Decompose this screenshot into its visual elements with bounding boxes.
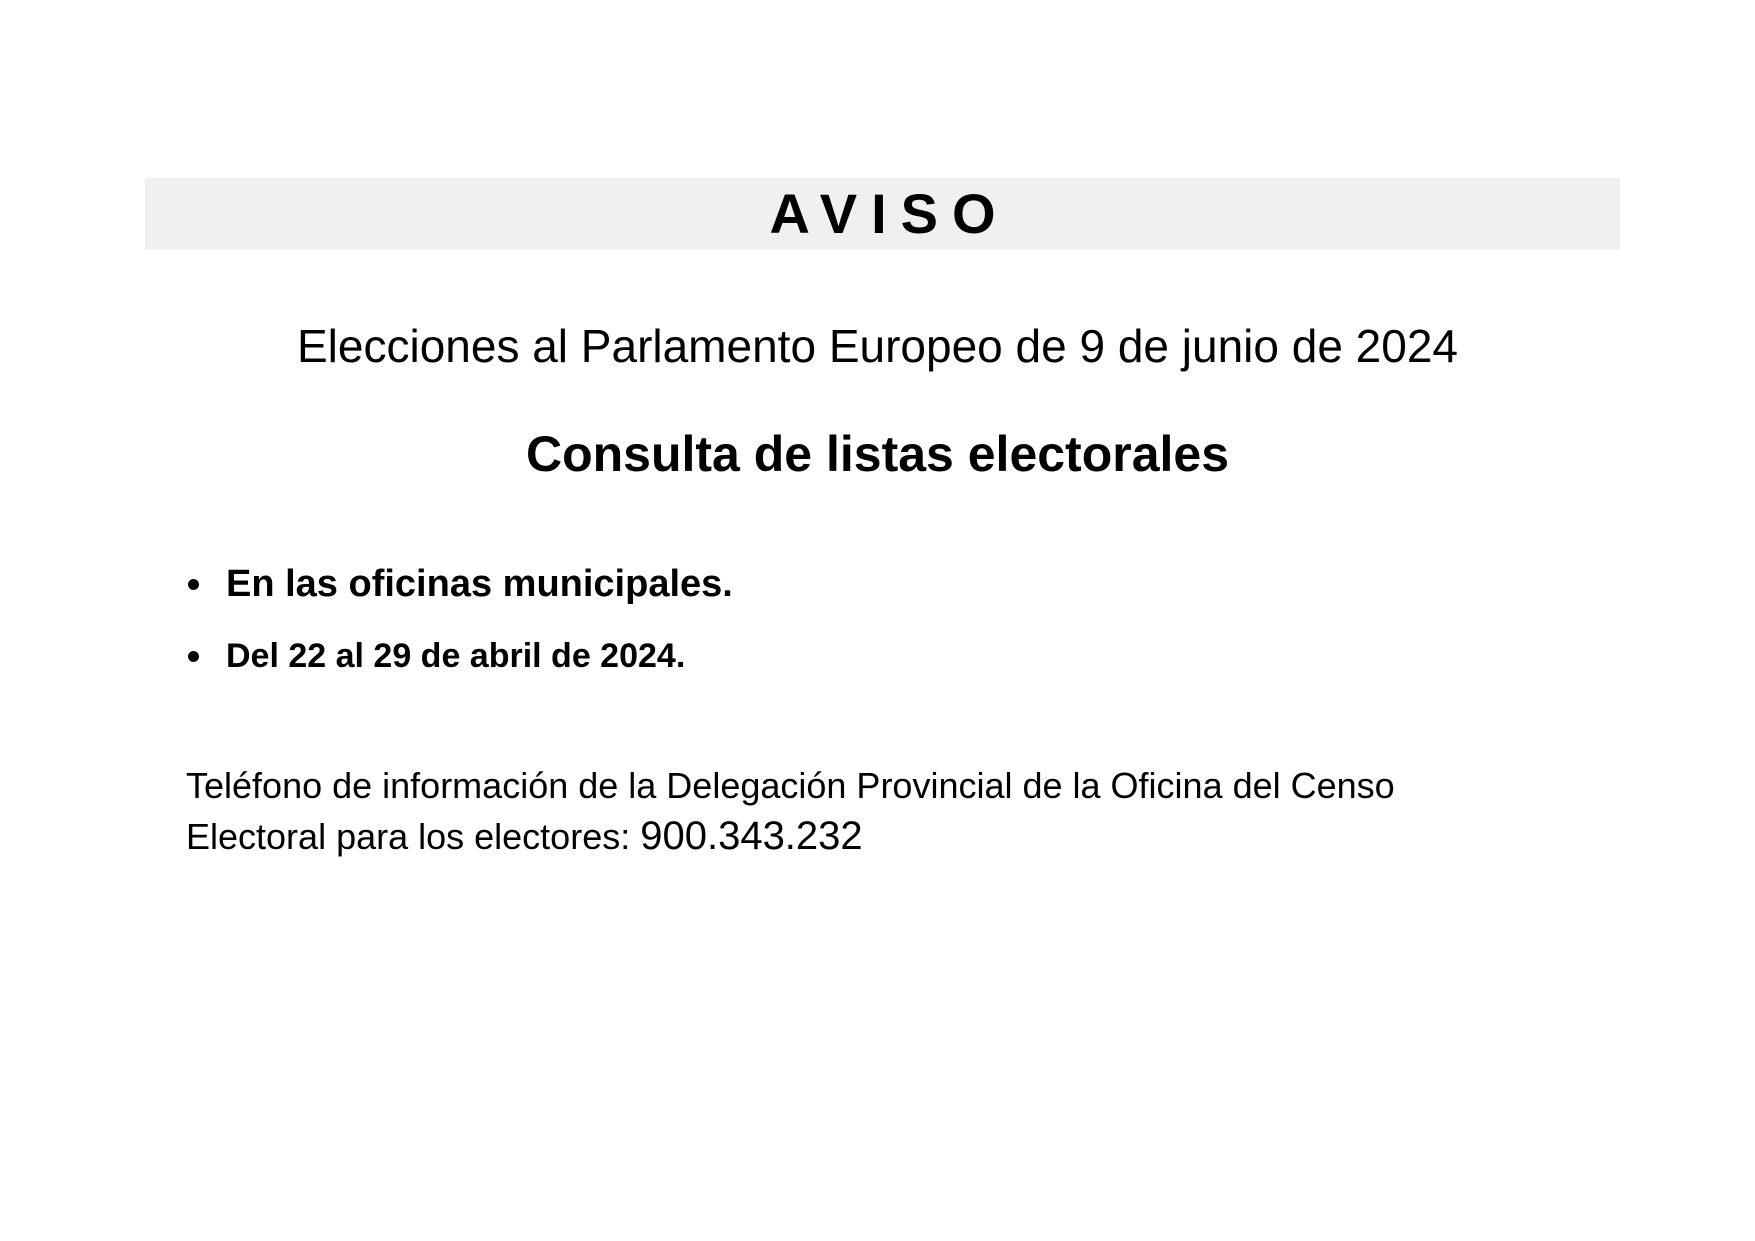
page-heading: Consulta de listas electorales [525, 426, 1230, 482]
bullet-item-dates [186, 634, 733, 678]
phone-number: 900.343.232 [640, 814, 863, 858]
election-subtitle: Elecciones al Parlamento Europeo de 9 de junio de 2024 [296, 320, 1459, 372]
contact-info-line2: Electoral para los electores: [186, 816, 641, 857]
notice-title: AVISO [769, 182, 1010, 245]
bullet-text-location: En las oficinas municipales. [226, 563, 733, 605]
contact-info [186, 760, 1606, 862]
info-bullet-list [186, 560, 733, 678]
bullet-text-dates: Del 22 al 29 de abril de 2024. [226, 637, 686, 675]
bullet-dot-icon [188, 651, 199, 662]
bullet-dot-icon [188, 579, 199, 590]
contact-info-line1: Teléfono de información de la Delegación Provincial de la Oficina del Censo [186, 765, 1395, 806]
bullet-item-location [186, 560, 733, 608]
notice-banner [145, 178, 1620, 250]
